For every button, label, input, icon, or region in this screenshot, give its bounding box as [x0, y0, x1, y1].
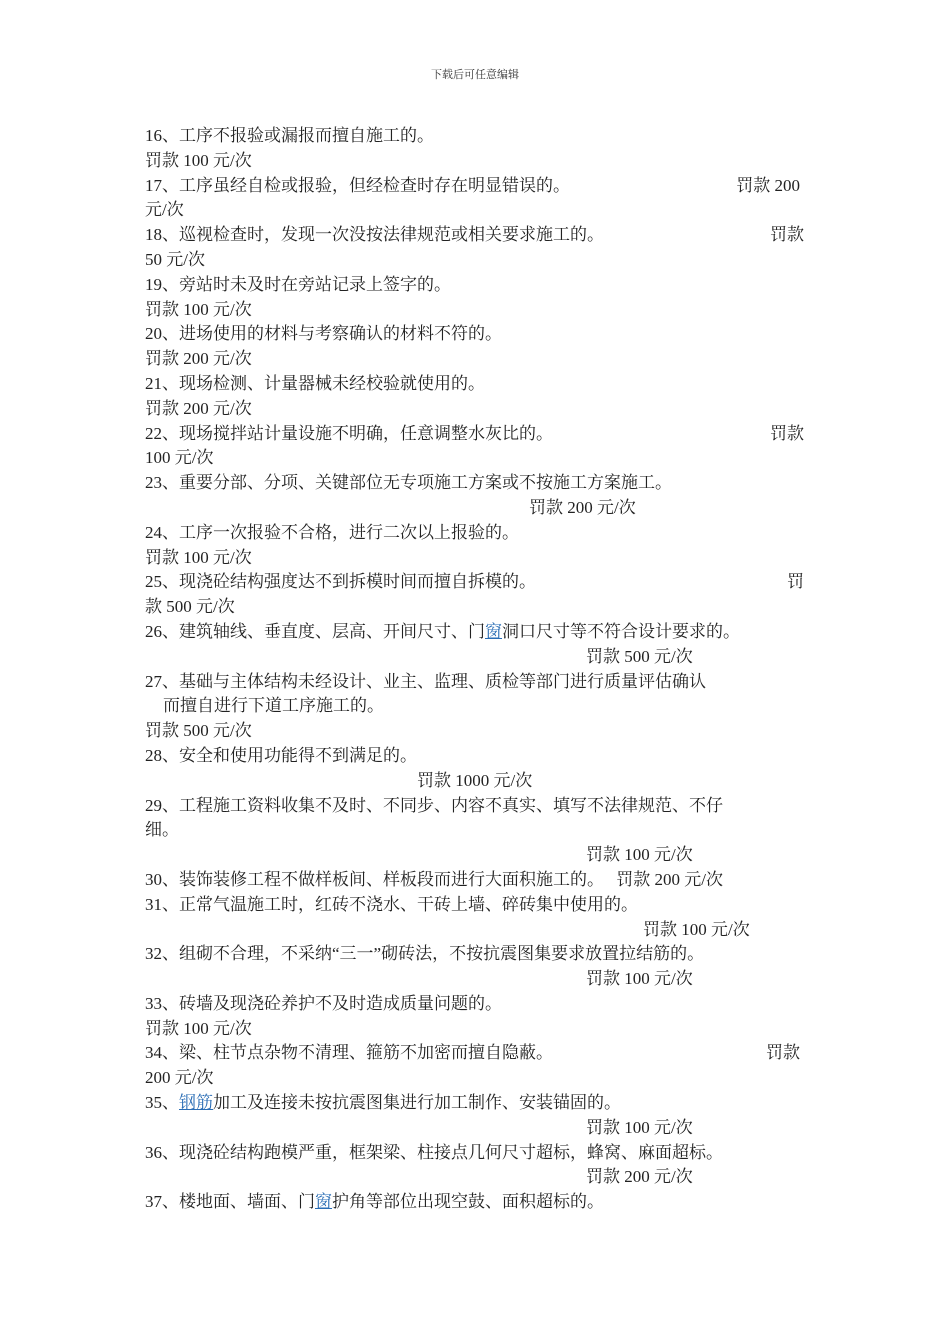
item-20-fine: 罚款 200 元/次: [145, 349, 252, 369]
item-20-text: 20、进场使用的材料与考察确认的材料不符的。: [145, 324, 502, 344]
item-33-fine: 罚款 100 元/次: [145, 1018, 252, 1038]
item-29-text-b: 细。: [145, 820, 179, 840]
item-35-text-b: 加工及连接未按抗震图集进行加工制作、安装锚固的。: [213, 1093, 621, 1113]
item-17-fine-cont: 元/次: [145, 200, 184, 220]
item-23-fine: 罚款 200 元/次: [529, 497, 636, 517]
item-28-text: 28、安全和使用功能得不到满足的。: [145, 745, 417, 765]
item-24-fine: 罚款 100 元/次: [145, 547, 252, 567]
item-30-line: [145, 868, 810, 893]
item-16-fine: 罚款 100 元/次: [145, 150, 252, 170]
item-37-link[interactable]: 窗: [315, 1192, 332, 1212]
item-26-line: [145, 620, 810, 645]
item-30-text: 30、装饰装修工程不做样板间、样板段而进行大面积施工的。: [145, 869, 604, 889]
item-35-text-a: 35、: [145, 1093, 179, 1113]
item-18-text: 18、巡视检查时，发现一次没按法律规范或相关要求施工的。: [145, 225, 604, 245]
item-19-text: 19、旁站时未及时在旁站记录上签字的。: [145, 274, 451, 294]
item-22-fine: 罚款: [770, 423, 804, 443]
item-18-fine-cont: 50 元/次: [145, 249, 205, 269]
item-22-fine-cont: 100 元/次: [145, 448, 214, 468]
item-36-text: 36、现浇砼结构跑模严重，框架梁、柱接点几何尺寸超标，蜂窝、麻面超标。: [145, 1142, 723, 1162]
item-22-text: 22、现场搅拌站计量设施不明确，任意调整水灰比的。: [145, 423, 553, 443]
item-29-fine: 罚款 100 元/次: [586, 845, 693, 865]
document-body: [145, 124, 810, 1215]
item-32-text: 32、组砌不合理，不采纳“三一”砌砖法，不按抗震图集要求放置拉结筋的。: [145, 944, 705, 964]
item-23-text: 23、重要分部、分项、关键部位无专项施工方案或不按施工方案施工。: [145, 473, 672, 493]
item-17-fine: 罚款 200: [736, 175, 800, 195]
item-17-line: [145, 174, 810, 199]
item-21-text: 21、现场检测、计量器械未经校验就使用的。: [145, 373, 485, 393]
item-35-link[interactable]: 钢筋: [179, 1093, 213, 1113]
item-37-text-a: 37、楼地面、墙面、门: [145, 1192, 315, 1212]
item-34-text: 34、梁、柱节点杂物不清理、箍筋不加密而擅自隐蔽。: [145, 1043, 553, 1063]
item-31-text: 31、正常气温施工时，红砖不浇水、干砖上墙、碎砖集中使用的。: [145, 894, 638, 914]
item-16-text: 16、工序不报验或漏报而擅自施工的。: [145, 126, 434, 145]
item-25-fine: 罚: [787, 572, 804, 592]
item-25-text: 25、现浇砼结构强度达不到拆模时间而擅自拆模的。: [145, 572, 536, 592]
item-22-line: [145, 422, 810, 447]
item-25-line: [145, 570, 810, 595]
item-27-fine: 罚款 500 元/次: [145, 721, 252, 741]
item-34-fine: 罚款: [766, 1043, 800, 1063]
item-28-fine: 罚款 1000 元/次: [417, 770, 533, 790]
item-35-line: [145, 1091, 810, 1116]
item-37-line: [145, 1190, 810, 1215]
item-33-text: 33、砖墙及现浇砼养护不及时造成质量问题的。: [145, 993, 502, 1013]
item-18-line: [145, 223, 810, 248]
item-34-fine-cont: 200 元/次: [145, 1068, 214, 1088]
item-27-text-b: 而擅自进行下道工序施工的。: [163, 696, 384, 716]
item-26-text-b: 洞口尺寸等不符合设计要求的。: [502, 621, 740, 641]
item-36-fine: 罚款 200 元/次: [586, 1167, 693, 1187]
item-26-fine: 罚款 500 元/次: [586, 646, 693, 666]
item-35-fine: 罚款 100 元/次: [586, 1117, 693, 1137]
page-header: 下载后可任意编辑: [431, 69, 519, 81]
item-26-link[interactable]: 窗: [485, 621, 502, 641]
item-29-text-a: 29、工程施工资料收集不及时、不同步、内容不真实、填写不法律规范、不仔: [145, 795, 723, 815]
item-19-fine: 罚款 100 元/次: [145, 299, 252, 319]
item-17-text: 17、工序虽经自检或报验，但经检查时存在明显错误的。: [145, 175, 570, 195]
item-24-text: 24、工序一次报验不合格，进行二次以上报验的。: [145, 522, 519, 542]
item-32-fine: 罚款 100 元/次: [586, 969, 693, 989]
item-37-text-b: 护角等部位出现空鼓、面积超标的。: [332, 1192, 604, 1212]
item-18-fine: 罚款: [770, 225, 804, 245]
item-34-line: [145, 1041, 810, 1066]
item-27-text-a: 27、基础与主体结构未经设计、业主、监理、质检等部门进行质量评估确认: [145, 671, 706, 691]
item-25-fine-cont: 款 500 元/次: [145, 597, 235, 617]
item-26-text-a: 26、建筑轴线、垂直度、层高、开间尺寸、门: [145, 621, 485, 641]
item-31-fine: 罚款 100 元/次: [643, 919, 750, 939]
item-21-fine: 罚款 200 元/次: [145, 398, 252, 418]
item-30-fine: 罚款 200 元/次: [616, 869, 723, 889]
